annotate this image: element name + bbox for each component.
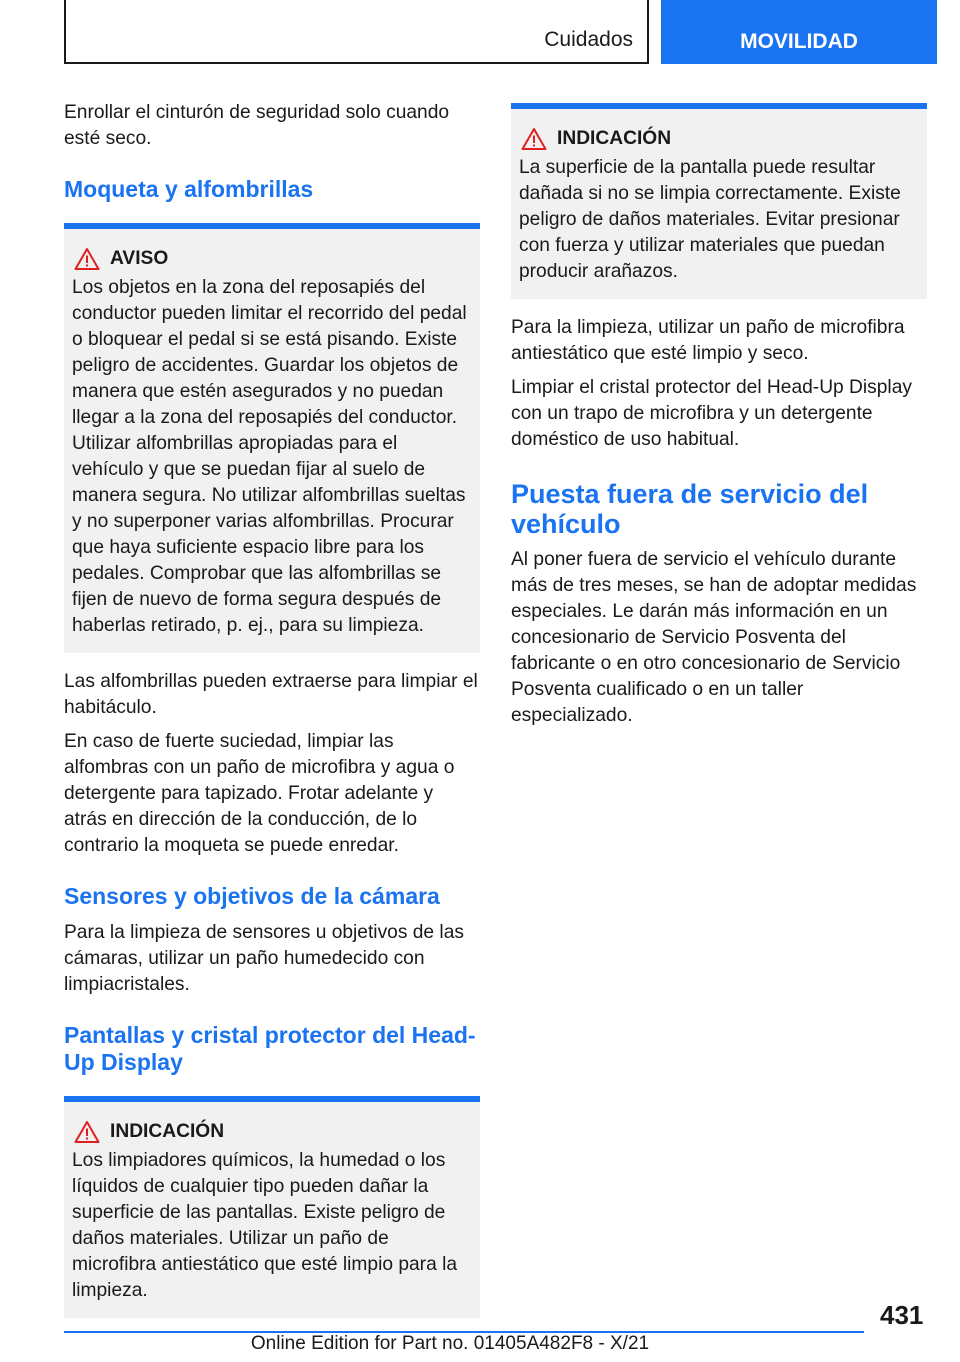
warning-triangle-icon [521,127,547,151]
intro-paragraph: Enrollar el cinturón de seguridad solo cuando esté seco. [64,102,450,149]
header-chapter-tab [661,0,937,64]
warning-triangle-icon [74,247,100,271]
indicacion-box-left [64,1096,480,1318]
paragraph-alfombrillas-2: En caso de fuerte suciedad, limpiar las alfombras con un paño de microfibra y agua o detergente para tapizado. Frotar adelante y atrás en dirección de la conducción, de lo contrario la moqueta se puede enredar. [64,731,455,856]
heading-sensores: Sensores y objetivos de la cámara [64,883,440,909]
indicacion-text-right: La superficie de la pantalla puede resultar dañada si no se limpia correctamente. Existe peligro de daños materiales. Evitar presionar con fuerza y utilizar materiales que puedan producir arañazos. [519,157,901,282]
paragraph-sensores: Para la limpieza de sensores u objetivos de las cámaras, utilizar un paño humedecido con limpiacristales. [64,922,464,995]
indicacion-title-right: INDICACIÓN [557,128,672,149]
warning-triangle-icon [74,1120,100,1144]
right-column [511,100,927,737]
paragraph-head-up: Limpiar el cristal protector del Head-Up Display con un trapo de microfibra y un detergente doméstico de uso habitual. [511,377,912,450]
header-section-box [64,0,649,64]
header-chapter-label: MOVILIDAD [740,30,858,53]
left-column [64,100,480,1334]
indicacion-text-left: Los limpiadores químicos, la humedad o los líquidos de cualquier tipo pueden dañar la superficie de las pantallas. Existe peligro de daños materiales. Utilizar un paño de microfibra antiestático que esté limpio para la limpieza. [72,1150,458,1301]
heading-moqueta: Moqueta y alfombrillas [64,176,314,202]
paragraph-alfombrillas-1: Las alfombrillas pueden extraerse para limpiar el habitáculo. [64,671,478,718]
footer-edition: Online Edition for Part no. 01405A482F8 - X/21 [250,1333,650,1354]
heading-puesta-fuera: Puesta fuera de servicio del vehículo [511,479,869,539]
indicacion-title-left: INDICACIÓN [110,1121,225,1142]
page-number: 431 [880,1300,924,1330]
indicacion-box-right [511,103,927,299]
header-section-title: Cuidados [544,28,633,51]
aviso-title: AVISO [110,248,169,269]
aviso-box [64,223,480,653]
heading-pantallas: Pantallas y cristal protector del Head-Up Display [64,1022,476,1075]
paragraph-puesta-fuera: Al poner fuera de servicio el vehículo durante más de tres meses, se han de adoptar medidas especiales. Le darán más información en un concesionario de Servicio Posventa del fabricante o en otro concesionario de Servicio Posventa cualificado o en un taller especializado. [511,549,917,726]
aviso-text: Los objetos en la zona del reposapiés del conductor pueden limitar el recorrido del pedal o bloquear el pedal si se está pisando. Existe peligro de accidentes. Guardar los objetos de manera que estén asegurados y no puedan llegar a la zona del reposapiés del conductor. Utilizar alfombrillas apropiadas para el vehículo y que se puedan fijar al suelo de manera segura. No utilizar alfombrillas sueltas y no superponer varias alfombrillas. Procurar que haya suficiente espacio libre para los pedales. Comprobar que las alfombrillas se fijen de nuevo de forma segura después de haberlas retirado, p. ej., para su limpieza. [72,277,467,636]
paragraph-limpieza: Para la limpieza, utilizar un paño de microfibra antiestático que esté limpio y seco. [511,317,905,364]
